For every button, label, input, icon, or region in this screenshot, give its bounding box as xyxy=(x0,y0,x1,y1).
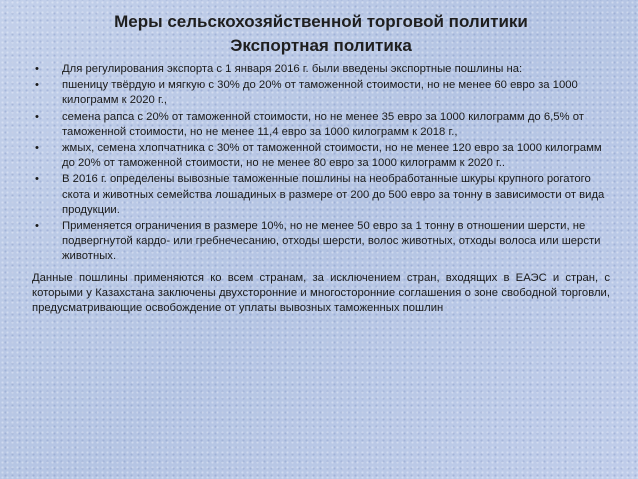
bullet-item xyxy=(32,141,610,171)
bullet-item xyxy=(32,172,610,218)
bullet-text: В 2016 г. определены вывозные таможенные пошлины на необработанные шкуры крупного рогатого скота и животных семейства лошадиных в размере от 200 до 500 евро за тонну в зависимости от вида продукции. xyxy=(62,173,605,216)
bullet-item xyxy=(32,78,610,108)
bullet-text: жмых, семена хлопчатника с 30% от таможенной стоимости, но не менее 120 евро за 1000 килограмм до 20% от таможенной стоимости, но не менее 80 евро за 1000 килограмм к 2020 г.. xyxy=(62,142,602,170)
bullet-text: Для регулирования экспорта с 1 января 2016 г. были введены экспортные пошлины на: xyxy=(62,63,523,75)
bullet-item xyxy=(32,219,610,265)
title-line-2: Экспортная политика xyxy=(230,36,412,55)
bullet-dot-icon: • xyxy=(35,63,39,75)
bullet-dot-icon: • xyxy=(35,220,39,233)
title-line-1: Меры сельскохозяйственной торговой политики xyxy=(114,12,528,31)
footer-paragraph: Данные пошлины применяются ко всем странам, за исключением стран, входящих в ЕАЭС и стран, с которыми у Казахстана заключены двухсторонние и многосторонние соглашения о зоне свободной торговли, предусматривающие освобождение от уплаты вывозных таможенных пошлин xyxy=(32,271,610,315)
bullet-text: Применяется ограничения в размере 10%, но не менее 50 евро за 1 тонну в отношении шерсти, не подвергнутой кардо- или гребнечесанию, отходы шерсти, волос животных, отходы волоса или шерсти животных. xyxy=(62,220,601,263)
bullet-dot-icon: • xyxy=(35,142,39,155)
bullet-dot-icon: • xyxy=(35,79,39,92)
bullet-item xyxy=(32,62,610,77)
bullet-dot-icon: • xyxy=(35,110,39,123)
slide-title xyxy=(32,10,610,58)
bullet-text: семена рапса с 20% от таможенной стоимости, но не менее 35 евро за 1000 килограмм до 6,5% от таможенной стоимости, но не менее 11,4 евро за 1000 килограмм к 2018 г., xyxy=(62,110,584,138)
bullet-item xyxy=(32,110,610,140)
bullet-text: пшеницу твёрдую и мягкую с 30% до 20% от таможенной стоимости, но не менее 60 евро за 1000 килограмм к 2020 г., xyxy=(62,79,578,107)
bullet-list xyxy=(32,62,610,265)
bullet-dot-icon: • xyxy=(35,173,39,186)
